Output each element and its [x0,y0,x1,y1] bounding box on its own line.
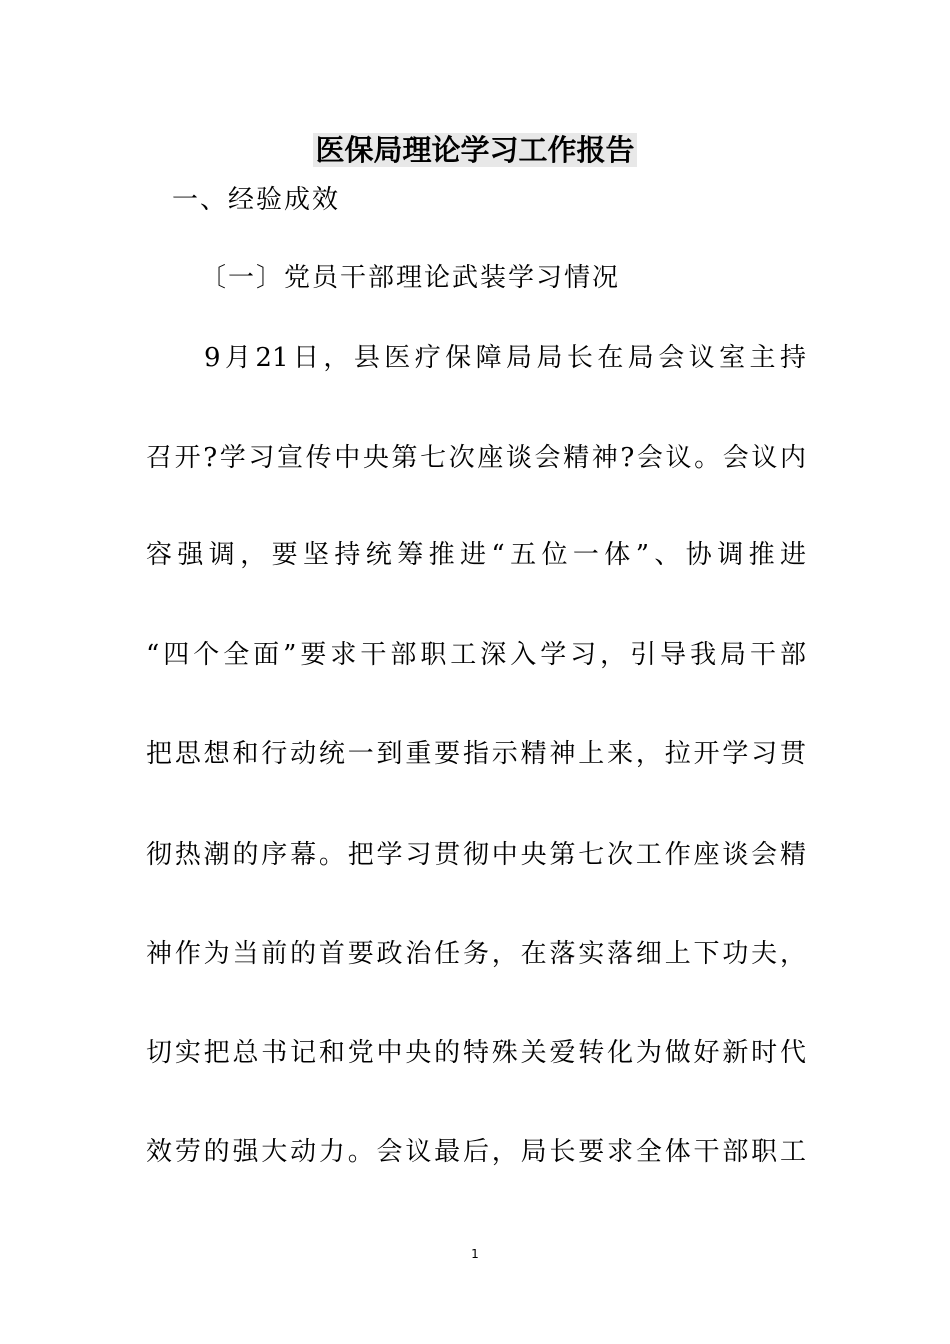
page-number: 1 [471,1247,479,1261]
paragraph-line: 效劳的强大动力。会议最后，局长要求全体干部职工 [146,1137,806,1167]
paragraph-line: 召开?学习宣传中央第七次座谈会精神?会议。会议内 [146,443,806,473]
document-title [0,128,950,172]
paragraph-line: 彻热潮的序幕。把学习贯彻中央第七次工作座谈会精 [146,840,806,870]
paragraph-line: 切实把总书记和党中央的特殊关爱转化为做好新时代 [146,1038,806,1068]
paragraph-line: 9月21日，县医疗保障局局长在局会议室主持 [204,343,806,373]
subsection-heading: 〔一〕党员干部理论武装学习情况 [200,263,621,293]
paragraph-line: 神作为当前的首要政治任务，在落实落细上下功夫， [146,939,806,969]
section-heading: 一、经验成效 [172,185,341,215]
paragraph-line: 容强调，要坚持统筹推进“五位一体”、协调推进 [146,540,806,570]
paragraph-line: 把思想和行动统一到重要指示精神上来，拉开学习贯 [146,739,806,769]
paragraph-line: “四个全面”要求干部职工深入学习，引导我局干部 [146,640,806,670]
document-title-text: 医保局理论学习工作报告 [315,133,635,167]
